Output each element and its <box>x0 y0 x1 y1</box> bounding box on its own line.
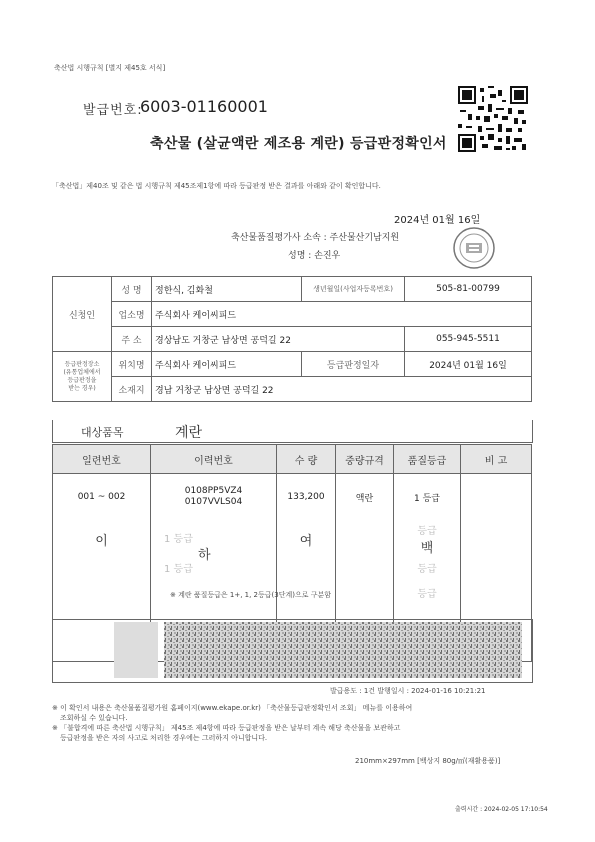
location-label: 소재지 <box>112 377 152 402</box>
issue-date: 2024년 01월 16일 <box>394 215 481 226</box>
note-line-4: 등급판정을 받은 자의 사고로 처리한 경우에는 그러하지 아니합니다. <box>60 734 268 742</box>
paper-spec: 210mm×297mm [백상지 80g/㎡(재활용품)] <box>355 757 501 765</box>
table-header <box>53 445 532 474</box>
security-pattern-icon <box>164 622 522 678</box>
note-cell <box>461 474 532 521</box>
grade-cell: 1 등급 <box>394 474 461 521</box>
target-label: 대상품목 <box>81 426 124 439</box>
form-number: 축산법 시행규칙 [별지 제45호 서식] <box>54 64 166 72</box>
grading-date-label: 등급판정일자 <box>302 352 405 377</box>
header-weight: 중량규격 <box>336 445 394 474</box>
grading-date: 2024년 01월 16일 <box>405 352 532 377</box>
ghost-grade-1: 1 등급 <box>164 534 193 545</box>
location-value: 경남 거창군 남상면 공덕길 22 <box>152 377 532 402</box>
target-value: 계란 <box>175 425 203 441</box>
note-line-3: ※ 「불합격에 따른 축산법 시행규칙」 제45조 제4항에 따라 등급판정을 받은 날부터 계속 해당 축산물을 보관하고 <box>52 724 401 732</box>
address-value: 경상남도 거창군 남상면 공덕길 22 <box>152 327 405 352</box>
serial-cell: 001 ~ 002 <box>53 474 151 521</box>
phone-number: 055-945-5511 <box>405 327 532 352</box>
table-row <box>53 474 532 521</box>
trace-number-2: 0107VVLS04 <box>184 497 243 507</box>
issue-info: 발급용도 : 1건 발행일시 : 2024-01-16 10:21:21 <box>330 687 486 695</box>
name-label: 성 명 <box>112 277 152 302</box>
ghost-grade-5: 등급 <box>417 589 437 600</box>
header-serial: 일련번호 <box>53 445 151 474</box>
weight-cell: 액란 <box>336 474 394 521</box>
header-grade: 품질등급 <box>394 445 461 474</box>
ghost-grade-2: 1 등급 <box>164 564 193 575</box>
ghost-grade-4: 등급 <box>417 564 437 575</box>
issue-number: 6003-01160001 <box>140 97 268 116</box>
place-value: 주식회사 케이씨피드 <box>152 352 302 377</box>
name-value: 정한식, 김화철 <box>152 277 302 302</box>
note-line-1: ※ 이 확인서 내용은 축산물품질평가원 홈페이지(www.ekape.or.kr) 「축산물등급판정확인서 조회」 메뉴를 이용하여 <box>52 704 413 712</box>
place-label: 위치명 <box>112 352 152 377</box>
print-time: 출력시간 : 2024-02-05 17:10:54 <box>455 806 548 813</box>
legal-basis-text: 「축산법」제40조 및 같은 법 시행규칙 제45조제1항에 따라 등급판정 받은 결과를 아래와 같이 확인합니다. <box>52 182 381 190</box>
trace-number-1: 0108PP5VZ4 <box>184 486 243 496</box>
ghost-grade-3: 등급 <box>417 526 437 537</box>
grader-organization: 축산물품질평가사 소속 : 주산물산기남지원 <box>231 233 400 243</box>
grade-notice: ※ 계란 품질등급은 1+, 1, 2등급(3단계)으로 구분함 <box>170 591 331 599</box>
qr-code-icon <box>458 86 528 152</box>
address-label: 주 소 <box>112 327 152 352</box>
quantity-cell: 133,200 <box>277 474 336 521</box>
business-name: 주식회사 케이씨피드 <box>152 302 532 327</box>
grading-place-label: 등급판정장소 (유통업체에서 등급판정을 받는 경우) <box>53 352 112 402</box>
blank-marker-2: 하 <box>198 548 211 563</box>
document-title: 축산물 (살균액란 제조용 계란) 등급판정확인서 <box>150 136 447 152</box>
blank-marker-4: 백 <box>420 541 434 556</box>
header-quantity: 수 량 <box>277 445 336 474</box>
birth-label: 생년월일(사업자등록번호) <box>302 277 405 302</box>
official-seal-icon <box>452 226 496 270</box>
trace-cell <box>151 474 277 521</box>
issue-number-label: 발급번호: <box>83 103 143 118</box>
blank-marker-3: 여 <box>299 534 313 549</box>
business-label: 업소명 <box>112 302 152 327</box>
stamp-logo-icon <box>114 622 158 678</box>
header-note: 비 고 <box>461 445 532 474</box>
grader-name: 성명 : 손진우 <box>288 251 341 261</box>
applicant-label: 신청인 <box>53 277 112 352</box>
blank-marker-1: 이 <box>95 534 108 549</box>
applicant-table <box>52 276 532 402</box>
header-trace: 이력번호 <box>151 445 277 474</box>
business-number: 505-81-00799 <box>405 277 532 302</box>
target-item-row <box>52 420 533 443</box>
note-line-2: 조회하실 수 있습니다. <box>60 714 128 722</box>
